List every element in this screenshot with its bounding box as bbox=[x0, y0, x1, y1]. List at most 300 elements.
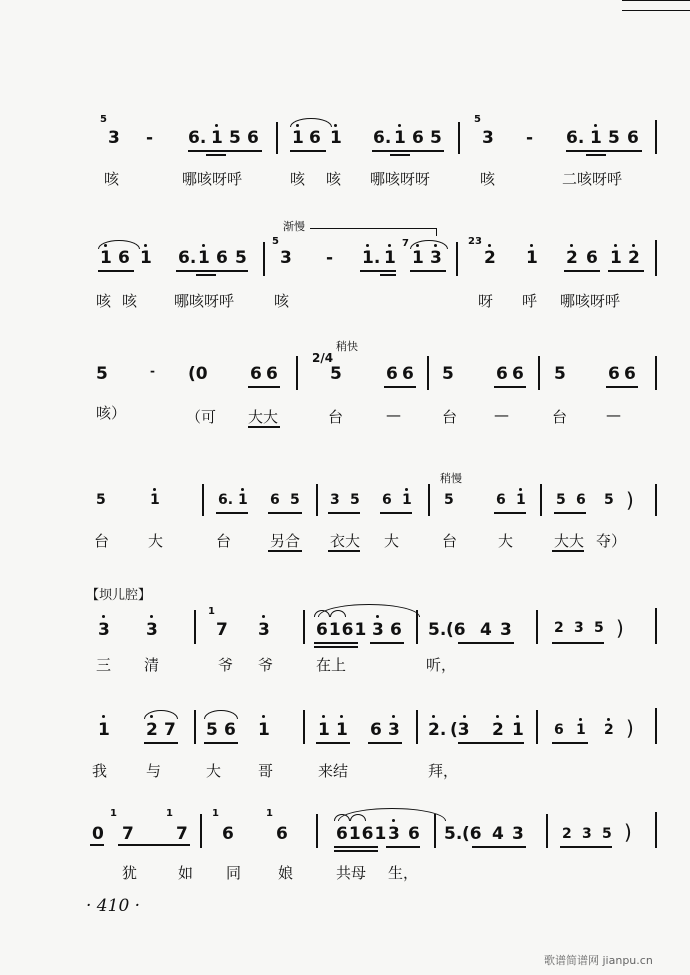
high-dot bbox=[153, 488, 156, 491]
note: 1 bbox=[526, 248, 538, 268]
high-dot bbox=[392, 715, 395, 718]
lyric: 我 bbox=[92, 762, 108, 780]
lyric: 在上 bbox=[316, 656, 347, 674]
note: 1 bbox=[402, 492, 412, 508]
barline bbox=[316, 814, 318, 848]
lyric: 台 bbox=[94, 532, 110, 550]
grace-note: 1 bbox=[266, 808, 273, 819]
grace-note: 23 bbox=[468, 236, 482, 247]
note: 6. bbox=[373, 128, 392, 148]
note: 3 bbox=[574, 620, 584, 636]
lyric: 咳 bbox=[290, 170, 306, 188]
note: 2 bbox=[566, 248, 578, 268]
beam bbox=[90, 844, 104, 846]
note: 6 bbox=[496, 492, 506, 508]
barline bbox=[458, 122, 460, 154]
note: 1 bbox=[258, 720, 270, 740]
note: 3 bbox=[512, 824, 524, 844]
high-dot bbox=[144, 244, 147, 247]
high-dot bbox=[102, 615, 105, 618]
barline bbox=[538, 356, 540, 390]
note: 6 bbox=[402, 364, 414, 384]
beam bbox=[552, 742, 588, 744]
note: 1 bbox=[318, 720, 330, 740]
note: 3 bbox=[280, 248, 292, 268]
lyric: 大大 bbox=[554, 532, 585, 550]
dash: - bbox=[146, 128, 154, 148]
high-dot bbox=[340, 715, 343, 718]
grace-note: 5 bbox=[100, 114, 107, 125]
beam bbox=[566, 150, 642, 152]
note: 1 bbox=[610, 248, 622, 268]
note: (6 bbox=[446, 620, 466, 640]
note: 6 bbox=[382, 492, 392, 508]
note: 5 bbox=[330, 364, 342, 384]
note: 5. bbox=[444, 824, 463, 844]
lyric: 生， bbox=[388, 864, 419, 882]
note: 0 bbox=[92, 824, 104, 844]
barline bbox=[546, 814, 548, 848]
beam bbox=[552, 642, 604, 644]
note: 5 bbox=[444, 492, 454, 508]
note: 1. bbox=[362, 248, 381, 268]
lyric: 清 bbox=[144, 656, 160, 674]
note: 6 bbox=[118, 248, 130, 268]
note: 7 bbox=[122, 824, 134, 844]
note: 6 bbox=[247, 128, 259, 148]
lyric: 哥 bbox=[258, 762, 274, 780]
beam bbox=[314, 646, 358, 648]
close-paren: ) bbox=[616, 616, 624, 640]
note: 3 bbox=[482, 128, 494, 148]
beam bbox=[368, 742, 402, 744]
note: 3 bbox=[330, 492, 340, 508]
note: 1 bbox=[394, 128, 406, 148]
lyric: 同 bbox=[226, 864, 242, 882]
lyric: 台 bbox=[552, 408, 568, 426]
lyric: 大 bbox=[384, 532, 400, 550]
beam bbox=[472, 846, 526, 848]
grace-note: 1 bbox=[212, 808, 219, 819]
note: 3 bbox=[388, 720, 400, 740]
note: 5 bbox=[604, 492, 614, 508]
grace-note: 5 bbox=[474, 114, 481, 125]
beam bbox=[144, 742, 178, 744]
note: 4 bbox=[492, 824, 504, 844]
lyric: 衣大 bbox=[330, 532, 361, 550]
tempo-extension-line bbox=[310, 228, 436, 229]
note: 5 bbox=[594, 620, 604, 636]
high-dot bbox=[632, 244, 635, 247]
beam bbox=[204, 742, 238, 744]
lyric: 大 bbox=[206, 762, 222, 780]
beam bbox=[188, 150, 262, 152]
note: 6 bbox=[576, 492, 586, 508]
note: 5 bbox=[206, 720, 218, 740]
lyric: （可 bbox=[186, 408, 217, 426]
note: 6 bbox=[266, 364, 278, 384]
beam bbox=[606, 386, 638, 388]
grace-note: 7 bbox=[402, 238, 409, 249]
barline bbox=[427, 356, 429, 390]
beam bbox=[314, 642, 358, 644]
barline bbox=[655, 484, 657, 516]
note: 5 bbox=[96, 364, 108, 384]
note: 3 bbox=[108, 128, 120, 148]
lyric: 大大 bbox=[248, 408, 279, 426]
high-dot bbox=[104, 244, 107, 247]
lyric: 二咳呀呼 bbox=[562, 170, 623, 188]
note: 7 bbox=[216, 620, 228, 640]
note: 2 bbox=[484, 248, 496, 268]
grace-note: 1 bbox=[110, 808, 117, 819]
note: 7 bbox=[176, 824, 188, 844]
high-dot bbox=[463, 715, 466, 718]
barline bbox=[194, 610, 196, 644]
close-paren: ) bbox=[626, 488, 634, 512]
note: 3 bbox=[500, 620, 512, 640]
high-dot bbox=[262, 715, 265, 718]
note: 1 bbox=[330, 128, 342, 148]
lyric: 与 bbox=[146, 762, 162, 780]
note: 5 bbox=[430, 128, 442, 148]
note: 6 bbox=[512, 364, 524, 384]
lyric: 犹 bbox=[122, 864, 138, 882]
note: 7 bbox=[164, 720, 176, 740]
top-rule bbox=[622, 0, 690, 1]
time-signature: 2/4 bbox=[312, 351, 334, 365]
note: 6 bbox=[270, 492, 280, 508]
note: 1 bbox=[238, 492, 248, 508]
slur bbox=[318, 604, 420, 617]
note: 3 bbox=[372, 620, 384, 640]
beam bbox=[268, 512, 302, 514]
note: 1 bbox=[140, 248, 152, 268]
note: 3 bbox=[430, 248, 442, 268]
note: 1 bbox=[292, 128, 304, 148]
beam bbox=[248, 386, 280, 388]
barline bbox=[655, 608, 657, 644]
beam bbox=[196, 274, 216, 276]
barline bbox=[536, 610, 538, 644]
note: 6 bbox=[608, 364, 620, 384]
lyric: 拜， bbox=[428, 762, 459, 780]
note: 5 bbox=[554, 364, 566, 384]
note: 6. bbox=[188, 128, 207, 148]
high-dot bbox=[594, 124, 597, 127]
barline bbox=[456, 242, 458, 276]
lyric-underline bbox=[248, 426, 280, 428]
note: 5 bbox=[350, 492, 360, 508]
barline bbox=[200, 814, 202, 848]
barline bbox=[655, 240, 657, 276]
note: 6 bbox=[224, 720, 236, 740]
note: 1 bbox=[590, 128, 602, 148]
beam bbox=[554, 512, 586, 514]
note: (6 bbox=[462, 824, 482, 844]
note: 5 bbox=[96, 492, 106, 508]
lyric: 如 bbox=[178, 864, 194, 882]
beam bbox=[564, 270, 600, 272]
lyric: 来结 bbox=[318, 762, 349, 780]
high-dot bbox=[432, 715, 435, 718]
beam bbox=[386, 846, 420, 848]
lyric: 咳 bbox=[480, 170, 496, 188]
beam bbox=[328, 512, 360, 514]
close-paren: ) bbox=[624, 820, 632, 844]
lyric: 台 bbox=[442, 532, 458, 550]
beam bbox=[494, 512, 526, 514]
note: 3 bbox=[146, 620, 158, 640]
beam bbox=[380, 274, 396, 276]
lyric: 咳） bbox=[96, 404, 127, 422]
note: 1 bbox=[98, 720, 110, 740]
lyric: 爷 bbox=[218, 656, 234, 674]
barline bbox=[276, 122, 278, 154]
lyric: 大 bbox=[148, 532, 164, 550]
beam bbox=[370, 642, 404, 644]
high-dot bbox=[241, 488, 244, 491]
barline bbox=[263, 242, 265, 276]
note: 6 bbox=[586, 248, 598, 268]
barline bbox=[655, 356, 657, 390]
note: 2 bbox=[628, 248, 640, 268]
tempo-mark: 渐慢 bbox=[283, 220, 305, 233]
barline bbox=[536, 710, 538, 744]
dash: - bbox=[526, 128, 534, 148]
lyric: 哪咳呀呼 bbox=[560, 292, 621, 310]
note: 1 bbox=[198, 248, 210, 268]
note: 2. bbox=[428, 720, 447, 740]
lyric: 呼 bbox=[522, 292, 538, 310]
lyric: 大 bbox=[498, 532, 514, 550]
barline bbox=[655, 708, 657, 744]
lyric: 哪咳呀呼 bbox=[174, 292, 235, 310]
note: 5 bbox=[608, 128, 620, 148]
high-dot bbox=[392, 819, 395, 822]
note: 6. bbox=[178, 248, 197, 268]
barline bbox=[416, 610, 418, 644]
grace-note: 1 bbox=[166, 808, 173, 819]
dash: - bbox=[326, 248, 334, 268]
lyric: — bbox=[386, 406, 401, 424]
lyric: 听， bbox=[426, 656, 457, 674]
barline bbox=[194, 710, 196, 744]
note: 2 bbox=[554, 620, 564, 636]
note: 6 bbox=[554, 722, 564, 738]
barline bbox=[316, 484, 318, 516]
beam bbox=[458, 642, 514, 644]
note: 6 bbox=[412, 128, 424, 148]
dash: - bbox=[150, 364, 155, 378]
high-dot bbox=[398, 124, 401, 127]
beam bbox=[216, 512, 248, 514]
high-dot bbox=[202, 244, 205, 247]
note: 2 bbox=[562, 826, 572, 842]
barline bbox=[303, 710, 305, 744]
note: 6 bbox=[216, 248, 228, 268]
slur bbox=[204, 710, 238, 719]
note: 1 bbox=[516, 492, 526, 508]
note: 1 bbox=[150, 492, 160, 508]
note: 1 bbox=[576, 722, 586, 738]
note: 6 bbox=[390, 620, 402, 640]
note: 1 bbox=[412, 248, 424, 268]
watermark: 歌谱简谱网 jianpu.cn bbox=[544, 954, 653, 967]
close-paren: ) bbox=[626, 716, 634, 740]
lyric: 咳 bbox=[326, 170, 342, 188]
note: 6 bbox=[309, 128, 321, 148]
lyric-underline bbox=[328, 550, 360, 552]
beam bbox=[176, 270, 248, 272]
lyric: 爷 bbox=[258, 656, 274, 674]
note: 2 bbox=[146, 720, 158, 740]
note: 6 bbox=[276, 824, 288, 844]
barline bbox=[655, 120, 657, 154]
barline bbox=[303, 610, 305, 644]
slur bbox=[144, 710, 178, 719]
slur bbox=[410, 240, 448, 249]
beam bbox=[334, 846, 378, 848]
barline bbox=[202, 484, 204, 516]
note-group: 6161 bbox=[336, 824, 388, 844]
high-dot bbox=[614, 244, 617, 247]
note: (3 bbox=[450, 720, 470, 740]
lyric-underline bbox=[268, 550, 302, 552]
high-dot bbox=[530, 244, 533, 247]
high-dot bbox=[150, 615, 153, 618]
note: 4 bbox=[480, 620, 492, 640]
high-dot bbox=[607, 718, 610, 721]
beam bbox=[608, 270, 644, 272]
note: 6 bbox=[386, 364, 398, 384]
high-dot bbox=[376, 615, 379, 618]
high-dot bbox=[519, 488, 522, 491]
note: 6 bbox=[496, 364, 508, 384]
high-dot bbox=[322, 715, 325, 718]
note: 2 bbox=[492, 720, 504, 740]
note: 1 bbox=[384, 248, 396, 268]
high-dot bbox=[296, 124, 299, 127]
lyric: 娘 bbox=[278, 864, 294, 882]
beam bbox=[384, 386, 416, 388]
lyric: 三 bbox=[96, 656, 112, 674]
note: 1 bbox=[512, 720, 524, 740]
lyric: 呀 bbox=[478, 292, 494, 310]
beam bbox=[118, 844, 190, 846]
lyric: 台 bbox=[442, 408, 458, 426]
lyric-underline bbox=[552, 550, 584, 552]
note: 5 bbox=[442, 364, 454, 384]
beam bbox=[360, 270, 396, 272]
grace-note: 5 bbox=[272, 236, 279, 247]
barline bbox=[428, 484, 430, 516]
note: 6 bbox=[408, 824, 420, 844]
lyric: 共母 bbox=[336, 864, 367, 882]
beam bbox=[206, 154, 226, 156]
page-number: · 410 · bbox=[86, 896, 141, 916]
note: 5 bbox=[235, 248, 247, 268]
note: 5 bbox=[229, 128, 241, 148]
note: (0 bbox=[188, 364, 208, 384]
grace-note: 1 bbox=[208, 606, 215, 617]
note: 3 bbox=[388, 824, 400, 844]
high-dot bbox=[388, 244, 391, 247]
lyric: 咳 bbox=[274, 292, 290, 310]
note: 1 bbox=[336, 720, 348, 740]
high-dot bbox=[488, 244, 491, 247]
tempo-mark: 稍快 bbox=[336, 340, 358, 353]
barline bbox=[540, 484, 542, 516]
lyric: — bbox=[494, 406, 509, 424]
high-dot bbox=[496, 715, 499, 718]
note: 6 bbox=[250, 364, 262, 384]
lyric: — bbox=[606, 406, 621, 424]
tempo-mark: 稍慢 bbox=[440, 472, 462, 485]
note: 5 bbox=[290, 492, 300, 508]
note: 3 bbox=[258, 620, 270, 640]
high-dot bbox=[334, 124, 337, 127]
beam bbox=[290, 150, 326, 152]
note: 5. bbox=[428, 620, 447, 640]
note-group: 6161 bbox=[316, 620, 368, 640]
lyric: 咳 bbox=[122, 292, 138, 310]
section-label: 【坝儿腔】 bbox=[86, 588, 152, 603]
barline bbox=[655, 812, 657, 848]
note: 5 bbox=[556, 492, 566, 508]
note: 6 bbox=[627, 128, 639, 148]
note: 6 bbox=[222, 824, 234, 844]
high-dot bbox=[405, 488, 408, 491]
beam bbox=[390, 154, 410, 156]
note: 6 bbox=[370, 720, 382, 740]
high-dot bbox=[102, 715, 105, 718]
beam bbox=[98, 270, 134, 272]
high-dot bbox=[215, 124, 218, 127]
high-dot bbox=[579, 718, 582, 721]
beam bbox=[458, 742, 524, 744]
note: 6 bbox=[624, 364, 636, 384]
beam bbox=[380, 512, 412, 514]
top-rule-2 bbox=[622, 10, 690, 11]
lyric: 哪咳呀呀 bbox=[370, 170, 431, 188]
note: 1 bbox=[100, 248, 112, 268]
lyric: 咳 bbox=[96, 292, 112, 310]
high-dot bbox=[516, 715, 519, 718]
note: 5 bbox=[602, 826, 612, 842]
beam bbox=[494, 386, 526, 388]
beam bbox=[410, 270, 446, 272]
barline bbox=[434, 814, 436, 848]
barline bbox=[416, 710, 418, 744]
note: 1 bbox=[211, 128, 223, 148]
high-dot bbox=[366, 244, 369, 247]
beam bbox=[372, 150, 444, 152]
lyric: 夺） bbox=[596, 532, 627, 550]
beam bbox=[560, 846, 612, 848]
note: 3 bbox=[582, 826, 592, 842]
note: 6. bbox=[218, 492, 234, 508]
high-dot bbox=[262, 615, 265, 618]
tempo-extension-end bbox=[436, 228, 437, 236]
barline bbox=[296, 356, 298, 390]
beam bbox=[316, 742, 350, 744]
beam bbox=[586, 154, 606, 156]
lyric: 哪咳呀呼 bbox=[182, 170, 243, 188]
lyric: 咳 bbox=[104, 170, 120, 188]
note: 2 bbox=[604, 722, 614, 738]
note: 3 bbox=[98, 620, 110, 640]
